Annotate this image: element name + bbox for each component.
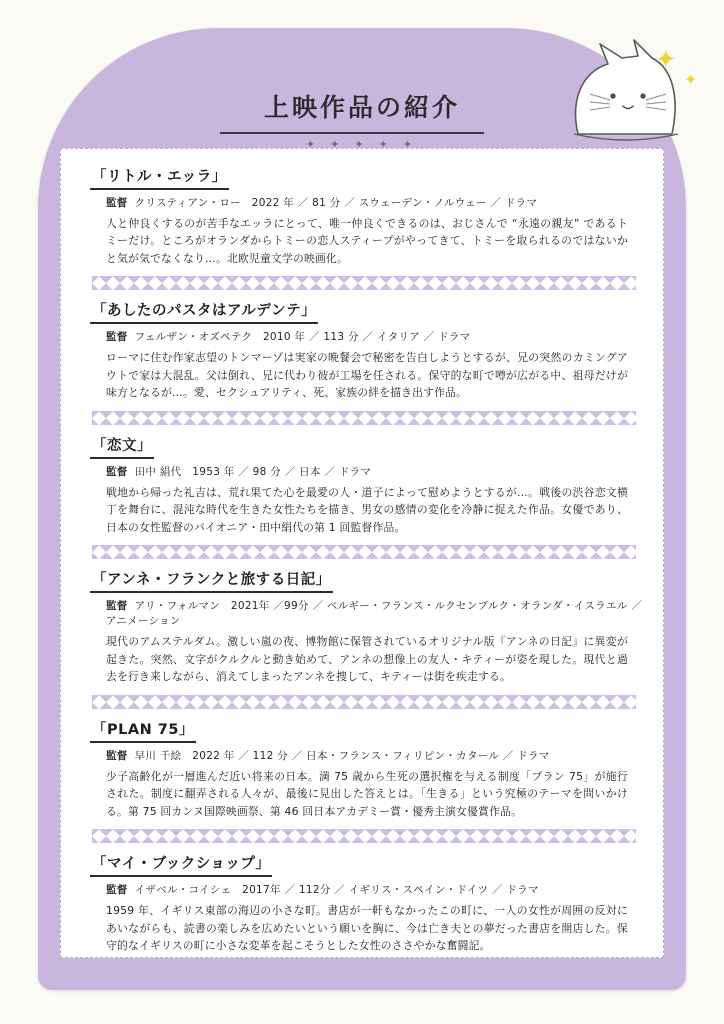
film-description: 現代のアムステルダム。激しい嵐の夜、博物館に保管されているオリジナル版『アンネの日記』に異変が起きた。突然、文字がクルクルと動き始めて、アンネの想像上の友人・キティーが姿を現した。現代と過去を行き来しながら、消えてしまったアンネを捜して、キティーは街を疾走する。 bbox=[106, 635, 628, 684]
section-divider bbox=[92, 276, 636, 290]
sparkle-icon-small: ✦ bbox=[684, 72, 698, 89]
section-divider bbox=[92, 411, 636, 425]
film-credit-text: イザベル・コイシェ 2017年 ／ 112分 ／ イギリス・スペイン・ドイツ ／ ドラマ bbox=[134, 884, 539, 897]
film-credits bbox=[106, 195, 646, 210]
page-title: 上映作品の紹介 bbox=[263, 93, 460, 122]
film-credits bbox=[106, 598, 646, 628]
film-role-label: 監督 bbox=[106, 197, 128, 209]
sparkle-icon: ✦ bbox=[655, 44, 677, 74]
film-title: 「アンネ・フランクと旅する日記」 bbox=[90, 568, 333, 593]
film-entry bbox=[78, 299, 646, 401]
film-credit-text: クリスティアン・ロー 2022 年 ／ 81 分 ／ スウェーデン・ノルウェー ／ ドラマ bbox=[134, 197, 538, 209]
film-title: 「PLAN 75」 bbox=[90, 718, 196, 743]
film-description: 人と仲良くするのが苦手なエッラにとって、唯一仲良くできるのは、おじさんで “永遠の親友” であるトミーだけ。ところがオランダからトミーの恋人スティープがやってきて、トミーを取られるのではないかと気が気でなくなり…。北欧児童文学の映画化。 bbox=[106, 217, 628, 265]
section-divider bbox=[92, 695, 636, 709]
film-credit-text: 早川 千絵 2022 年 ／ 112 分 ／ 日本・フランス・フィリピン・カタール ／ ドラマ bbox=[134, 749, 550, 762]
film-title: 「恋文」 bbox=[90, 434, 154, 459]
film-role-label: 監督 bbox=[106, 749, 128, 762]
film-role-label: 監督 bbox=[106, 465, 128, 478]
film-credits bbox=[106, 882, 646, 897]
film-role-label: 監督 bbox=[106, 331, 128, 344]
film-entry bbox=[78, 434, 646, 536]
film-credit-text: フェルザン・オズペテク 2010 年 ／ 113 分 ／ イタリア ／ ドラマ bbox=[134, 331, 471, 344]
film-role-label: 監督 bbox=[106, 884, 128, 897]
film-credit-text: アリ・フォルマン 2021年 ／99分 ／ ベルギー・フランス・ルクセンブルク・オランダ・イスラエル ／ アニメーション bbox=[106, 600, 643, 628]
title-underline bbox=[220, 132, 484, 134]
film-description: ローマに住む作家志望のトンマーゾは実家の晩餐会で秘密を告白しようとするが、兄の突然のカミングアウトで家は大混乱。父は倒れ、兄に代わり彼が工場を任される。保守的な町で噂が広がる中、祖母だけが味方となるが…。愛、セクシュアリティ、死、家族の絆を描き出す作品。 bbox=[106, 351, 628, 400]
film-title: 「マイ・ブックショップ」 bbox=[90, 852, 272, 877]
film-entry bbox=[78, 165, 646, 267]
film-title: 「あしたのパスタはアルデンテ」 bbox=[90, 299, 318, 324]
film-entry bbox=[78, 852, 646, 954]
film-list bbox=[78, 165, 646, 961]
section-divider bbox=[92, 829, 636, 843]
film-description: 1959 年、イギリス東部の海辺の小さな町。書店が一軒もなかったこの町に、一人の女性が周囲の反対にあいながらも、読書の楽しみを広めたいという願いを胸に、今は亡き夫との夢だった書店を開店した。保守的なイギリスの町に小さな変革を起こそうとした女性のささやかな奮闘記。 bbox=[106, 904, 628, 953]
title-decoration: ✦ ✦ ✦ ✦ ✦ bbox=[305, 139, 419, 151]
film-role-label: 監督 bbox=[106, 600, 128, 613]
section-divider bbox=[92, 545, 636, 559]
film-title: 「リトル・エッラ」 bbox=[90, 165, 229, 190]
film-description: 戦地から帰った礼吉は、荒れ果てた心を最愛の人・道子によって慰めようとするが…。戦後の渋谷恋文横丁を舞台に、混沌な時代を生きた女性たちを描き、男女の感情の変化を冷静に捉えた作品。女優であり、日本の女性監督のパイオニア・田中絹代の第 1 回監督作品。 bbox=[106, 485, 628, 534]
film-credits bbox=[106, 329, 646, 344]
film-description: 少子高齢化が一層進んだ近い将来の日本。満 75 歳から生死の選択権を与える制度「プラン 75」が施行された。制度に翻弄される人々が、最後に見出した答えとは。「生きる」という究極のテーマを問いかける。第 75 回カンヌ国際映画祭、第 46 回日本アカデミー賞・優秀主演女優賞作品。 bbox=[106, 769, 628, 818]
film-credit-text: 田中 絹代 1953 年 ／ 98 分 ／ 日本 ／ ドラマ bbox=[134, 465, 372, 478]
film-entry bbox=[78, 718, 646, 820]
film-entry bbox=[78, 568, 646, 685]
film-credits bbox=[106, 748, 646, 763]
film-credits bbox=[106, 464, 646, 479]
